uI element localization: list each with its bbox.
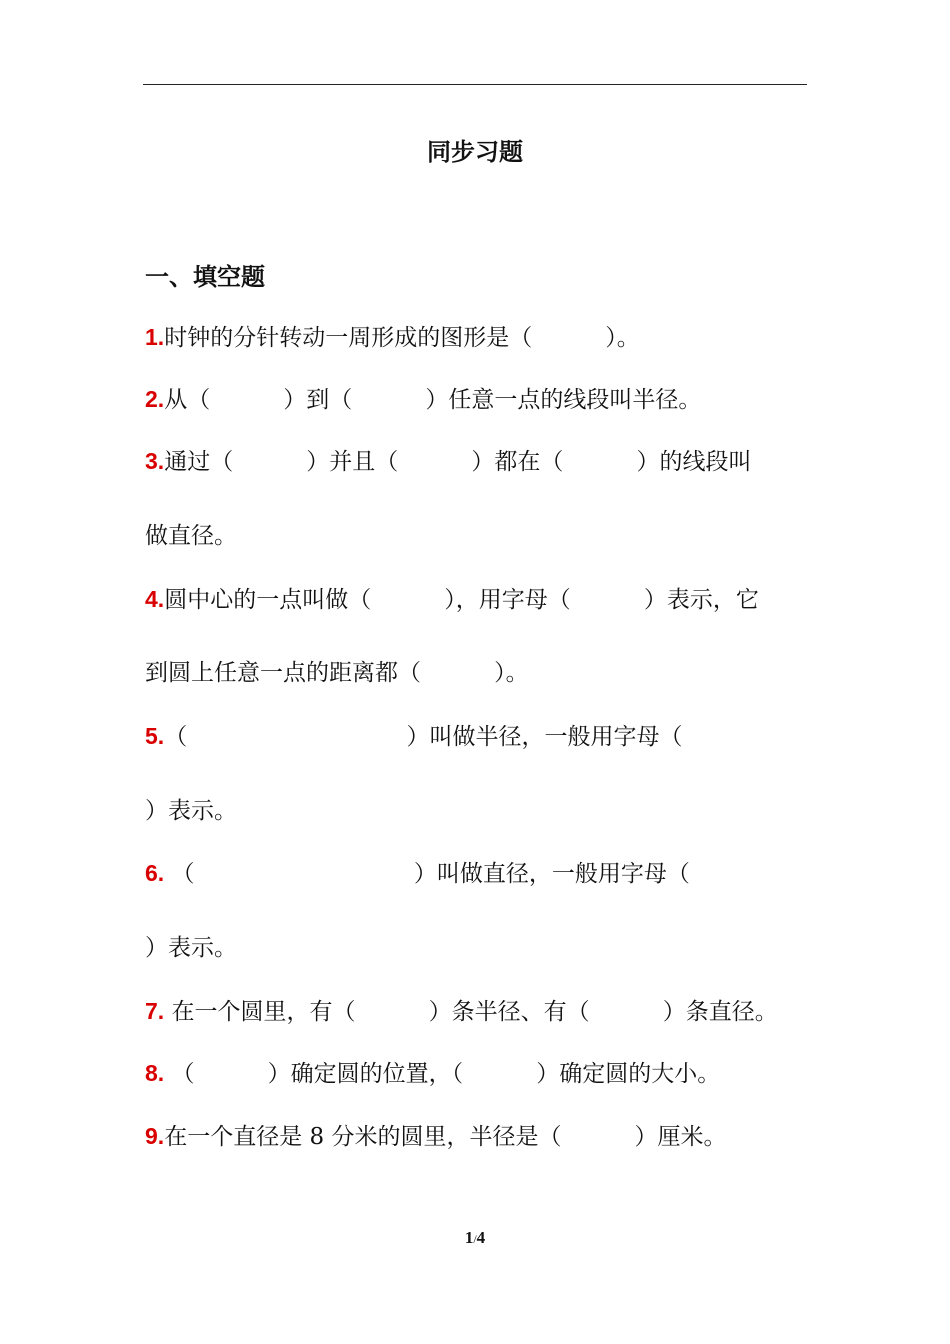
question-number: 7. xyxy=(145,998,165,1024)
question-4-continued: 到圆上任意一点的距离都（ ）。 xyxy=(145,660,529,686)
question-5 xyxy=(145,721,683,752)
question-text: 通过（ ）并且（ ）都在（ ）的线段叫 xyxy=(164,449,752,475)
section-heading: 一、填空题 xyxy=(145,263,265,291)
question-number: 9. xyxy=(145,1123,165,1149)
question-number: 2. xyxy=(145,386,165,412)
question-text: （ ）确定圆的位置，（ ）确定圆的大小。 xyxy=(164,1061,721,1087)
question-2 xyxy=(145,384,701,415)
question-text: 在一个圆里，有（ ）条半径、有（ ）条直径。 xyxy=(164,999,778,1025)
question-5-continued: ）表示。 xyxy=(145,798,237,824)
page-separator: / xyxy=(473,1232,477,1246)
question-text: （ ）叫做直径，一般用字母（ xyxy=(164,861,690,887)
question-number: 5. xyxy=(145,723,165,749)
question-number: 3. xyxy=(145,448,165,474)
question-text: 从（ ）到（ ）任意一点的线段叫半径。 xyxy=(164,387,702,413)
question-3 xyxy=(145,446,752,477)
question-number: 6. xyxy=(145,860,165,886)
question-1 xyxy=(145,322,640,353)
current-page: 1 xyxy=(464,1228,474,1247)
question-number: 4. xyxy=(145,586,165,612)
question-6 xyxy=(145,858,690,889)
question-8 xyxy=(145,1058,720,1089)
page-number xyxy=(0,1228,950,1248)
question-9 xyxy=(145,1121,727,1152)
question-text: 圆中心的一点叫做（ ），用字母（ ）表示，它 xyxy=(164,587,759,613)
question-text: 在一个直径是 8 分米的圆里，半径是（ ）厘米。 xyxy=(164,1124,727,1150)
page-title: 同步习题 xyxy=(427,138,523,166)
header-rule xyxy=(143,84,807,85)
question-text: 时钟的分针转动一周形成的图形是（ ）。 xyxy=(164,325,640,351)
question-number: 1. xyxy=(145,324,165,350)
question-text: （ ）叫做半径，一般用字母（ xyxy=(164,724,683,750)
question-4 xyxy=(145,584,759,615)
question-3-continued: 做直径。 xyxy=(145,523,237,549)
question-number: 8. xyxy=(145,1060,165,1086)
question-7 xyxy=(145,996,778,1027)
question-6-continued: ）表示。 xyxy=(145,935,237,961)
total-pages: 4 xyxy=(476,1228,486,1247)
